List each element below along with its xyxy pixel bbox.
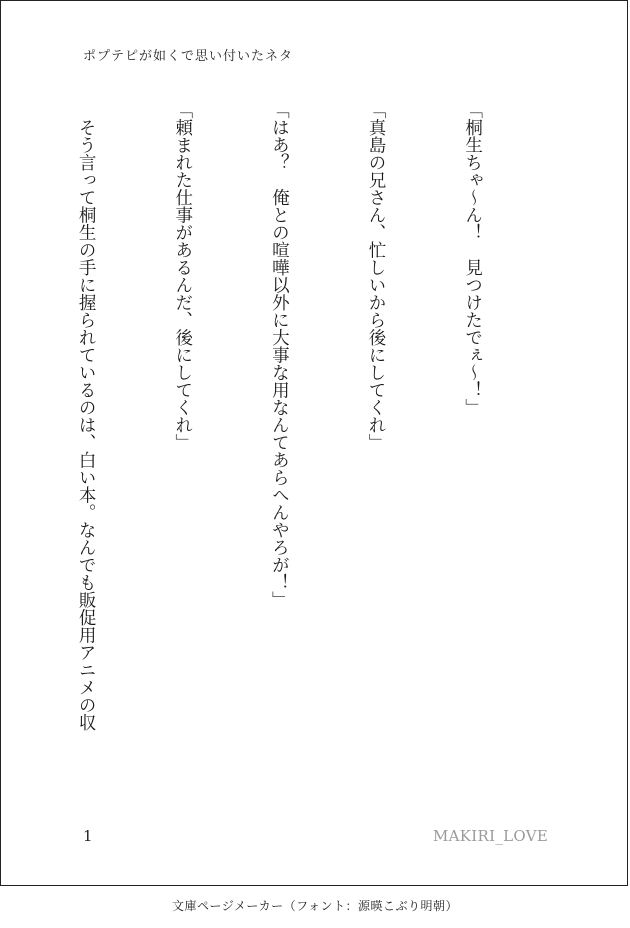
vertical-body-text bbox=[0, 101, 553, 781]
body-line: 「桐生ちゃ～ん！ 見つけたでぇ～！」 bbox=[462, 101, 483, 416]
page-header-title: ポプテピが如くで思い付いたネタ bbox=[83, 49, 294, 64]
body-line: 「はあ？ 俺との喧嘩以外に大事な用なんてあらへんやろが！」 bbox=[269, 101, 290, 609]
page-number: 1 bbox=[83, 827, 93, 845]
body-line: 「頼まれた仕事があるんだ、後にしてくれ」 bbox=[172, 101, 193, 451]
body-line: 「真島の兄さん、忙しいから後にしてくれ」 bbox=[365, 101, 386, 451]
body-line: そう言って桐生の手に握られているのは、白い本。なんでも販促用アニメの収 bbox=[76, 101, 97, 731]
body-line bbox=[0, 101, 6, 781]
footer-caption: 文庫ページメーカー（フォント：源暎こぶり明朝） bbox=[171, 899, 459, 913]
author-name: MAKIRI_LOVE bbox=[433, 827, 549, 845]
